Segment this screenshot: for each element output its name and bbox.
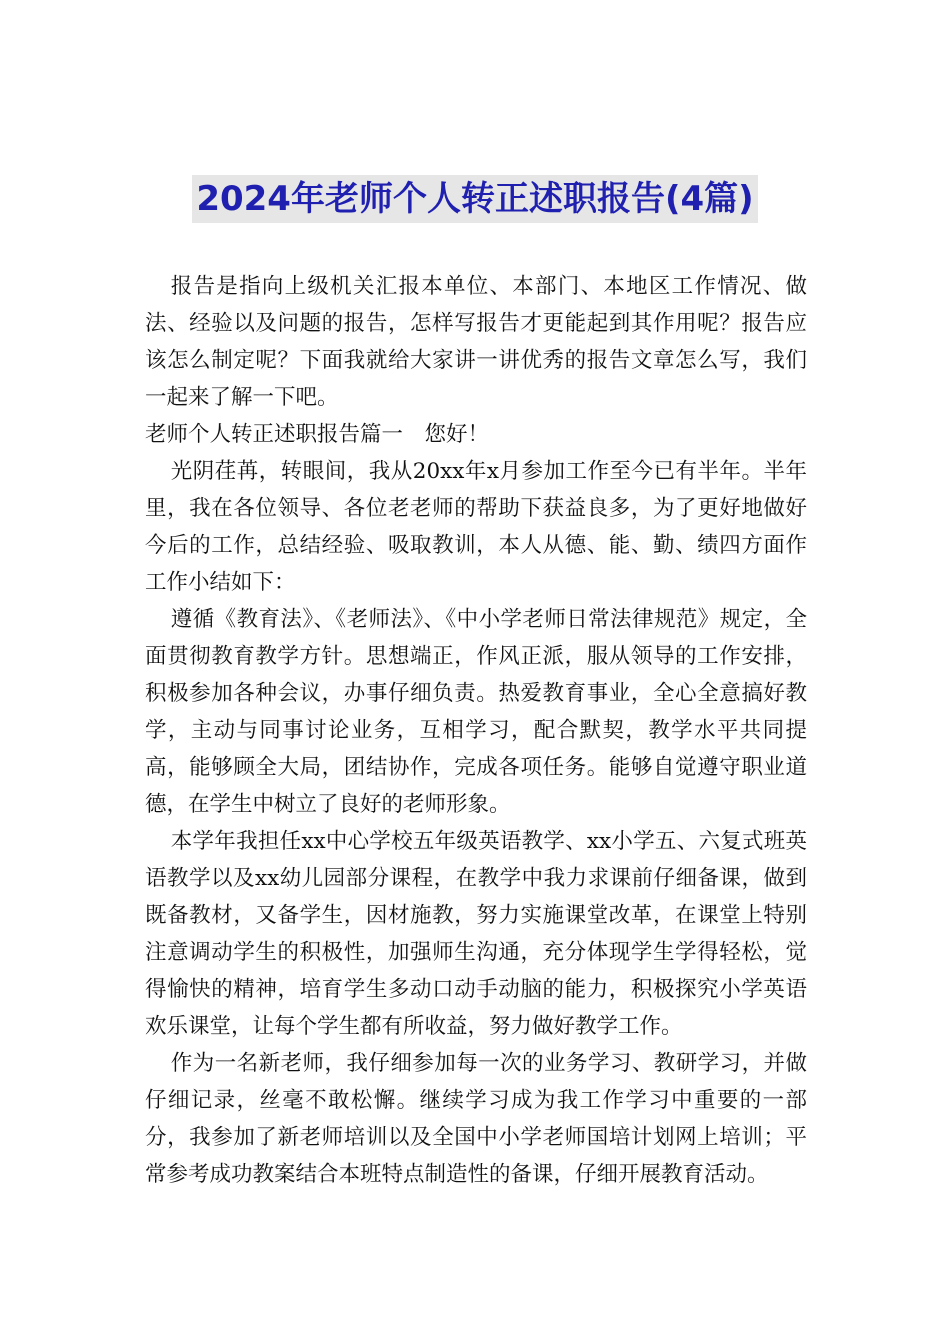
paragraph-2: 遵循《教育法》、《老师法》、《中小学老师日常法律规范》规定，全面贯彻教育教学方针。思想端正，作风正派，服从领导的工作安排，积极参加各种会议，办事仔细负责。热爱教育事业，全心全意搞好教学，主动与同事讨论业务，互相学习，配合默契，教学水平共同提高，能够顾全大局，团结协作，完成各项任务。能够自觉遵守职业道德，在学生中树立了良好的老师形象。 <box>145 607 807 817</box>
document-body <box>145 268 807 1193</box>
paragraph-intro: 报告是指向上级机关汇报本单位、本部门、本地区工作情况、做法、经验以及问题的报告，怎样写报告才更能起到其作用呢？报告应该怎么制定呢？下面我就给大家讲一讲优秀的报告文章怎么写，我们一起来了解一下吧。 <box>145 274 807 410</box>
section-heading-1: 老师个人转正述职报告篇一 您好！ <box>145 422 490 447</box>
paragraph-4: 作为一名新老师，我仔细参加每一次的业务学习、教研学习，并做仔细记录，丝毫不敢松懈。继续学习成为我工作学习中重要的一部分，我参加了新老师培训以及全国中小学老师国培计划网上培训；平常参考成功教案结合本班特点制造性的备课，仔细开展教育活动。 <box>145 1051 807 1187</box>
paragraph-3: 本学年我担任xx中心学校五年级英语教学、xx小学五、六复式班英语教学以及xx幼儿园部分课程，在教学中我力求课前仔细备课，做到既备教材，又备学生，因材施教，努力实施课堂改革，在课堂上特别注意调动学生的积极性，加强师生沟通，充分体现学生学得轻松，觉得愉快的精神，培育学生多动口动手动脑的能力，积极探究小学英语欢乐课堂，让每个学生都有所收益，努力做好教学工作。 <box>145 829 807 1039</box>
document-title: 2024年老师个人转正述职报告(4篇) <box>192 175 757 223</box>
title-container <box>0 175 950 223</box>
paragraph-1: 光阴荏苒，转眼间，我从20xx年x月参加工作至今已有半年。半年里，我在各位领导、各位老老师的帮助下获益良多，为了更好地做好今后的工作，总结经验、吸取教训，本人从德、能、勤、绩四方面作工作小结如下： <box>145 459 807 595</box>
